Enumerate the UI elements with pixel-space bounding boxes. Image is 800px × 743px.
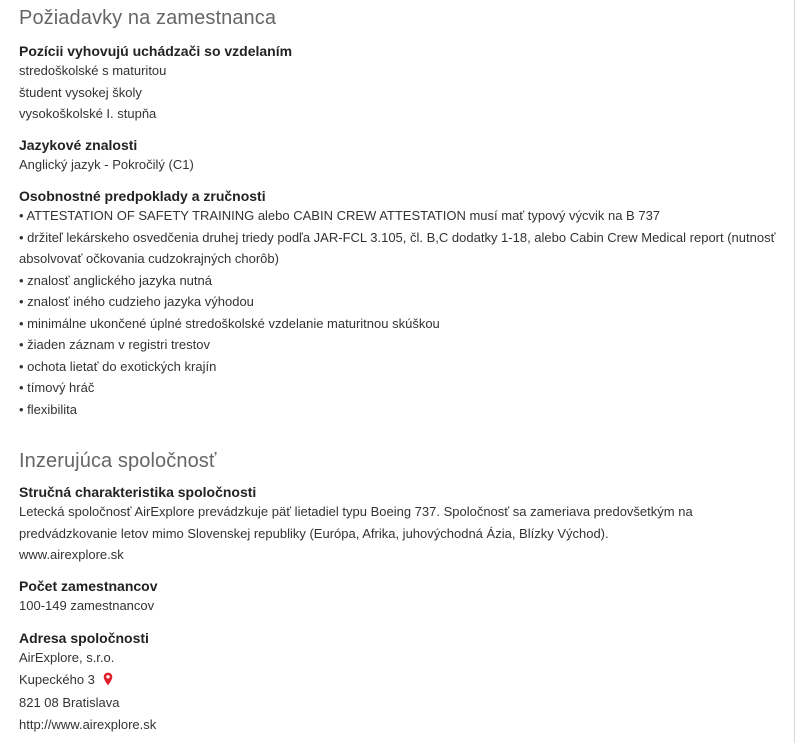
company-url-link[interactable]: http://www.airexplore.sk — [19, 716, 157, 732]
languages-block — [19, 136, 784, 176]
address-block — [19, 629, 784, 735]
address-name: AirExplore, s.r.o. — [19, 650, 115, 665]
skill-item: • minimálne ukončené úplné stredoškolské vzdelanie maturitnou skúškou — [19, 315, 440, 331]
address-street-row — [19, 669, 784, 693]
address-city: 821 08 Bratislava — [19, 695, 120, 710]
language-item: Anglický jazyk - Pokročilý (C1) — [19, 157, 194, 172]
company-website: www.airexplore.sk — [19, 547, 124, 562]
employees-block — [19, 577, 784, 617]
company-heading: Inzerujúca spoločnosť — [19, 450, 217, 472]
skill-item: • ATTESTATION OF SAFETY TRAINING alebo CABIN CREW ATTESTATION musí mať typový výcvik na B 737 — [19, 208, 661, 223]
requirements-section — [19, 6, 784, 30]
company-description-block — [19, 483, 784, 566]
skill-item: • znalosť anglického jazyka nutná — [19, 272, 212, 288]
skill-item: • flexibilita — [19, 401, 78, 417]
education-item: študent vysokej školy — [19, 84, 142, 100]
skill-item: • tímový hráč — [19, 380, 95, 395]
education-item: vysokoškolské I. stupňa — [19, 106, 157, 121]
address-title: Adresa spoločnosti — [19, 630, 149, 646]
description-title: Stručná charakteristika spoločnosti — [19, 484, 257, 500]
skills-title: Osobnostné predpoklady a zručnosti — [19, 188, 266, 204]
address-street: Kupeckého 3 — [19, 671, 95, 687]
education-block — [19, 42, 784, 125]
skill-item: • žiaden záznam v registri trestov — [19, 337, 210, 352]
education-title: Pozícii vyhovujú uchádzači so vzdelaním — [19, 43, 293, 59]
employees-title: Počet zamestnancov — [19, 578, 158, 594]
skill-item: • ochota lietať do exotických krajín — [19, 358, 217, 374]
description-text: Letecká spoločnosť AirExplore prevádzkuje päť lietadiel typu Boeing 737. Spoločnosť sa zameriava predovšetkým na predvádzkovanie letov mimo Slovenskej republiky (Európa, Afrika, juhovýchodná Ázia, Blízky Východ). — [19, 504, 693, 541]
languages-title: Jazykové znalosti — [19, 137, 138, 153]
employees-value: 100-149 zamestnancov — [19, 598, 155, 613]
skill-item: • znalosť iného cudzieho jazyka výhodou — [19, 294, 254, 309]
company-section — [19, 449, 784, 473]
skill-item: • držiteľ lekárskeho osvedčenia druhej triedy podľa JAR-FCL 3.105, čl. B,C dodatky 1-18, alebo Cabin Crew Medical report (nutnosť absolvovať očkovania cudzokrajných chorôb) — [19, 229, 776, 266]
skills-block — [19, 187, 784, 420]
education-item: stredoškolské s maturitou — [19, 63, 167, 78]
requirements-heading: Požiadavky na zamestnanca — [19, 7, 277, 29]
map-pin-icon[interactable] — [103, 671, 113, 693]
